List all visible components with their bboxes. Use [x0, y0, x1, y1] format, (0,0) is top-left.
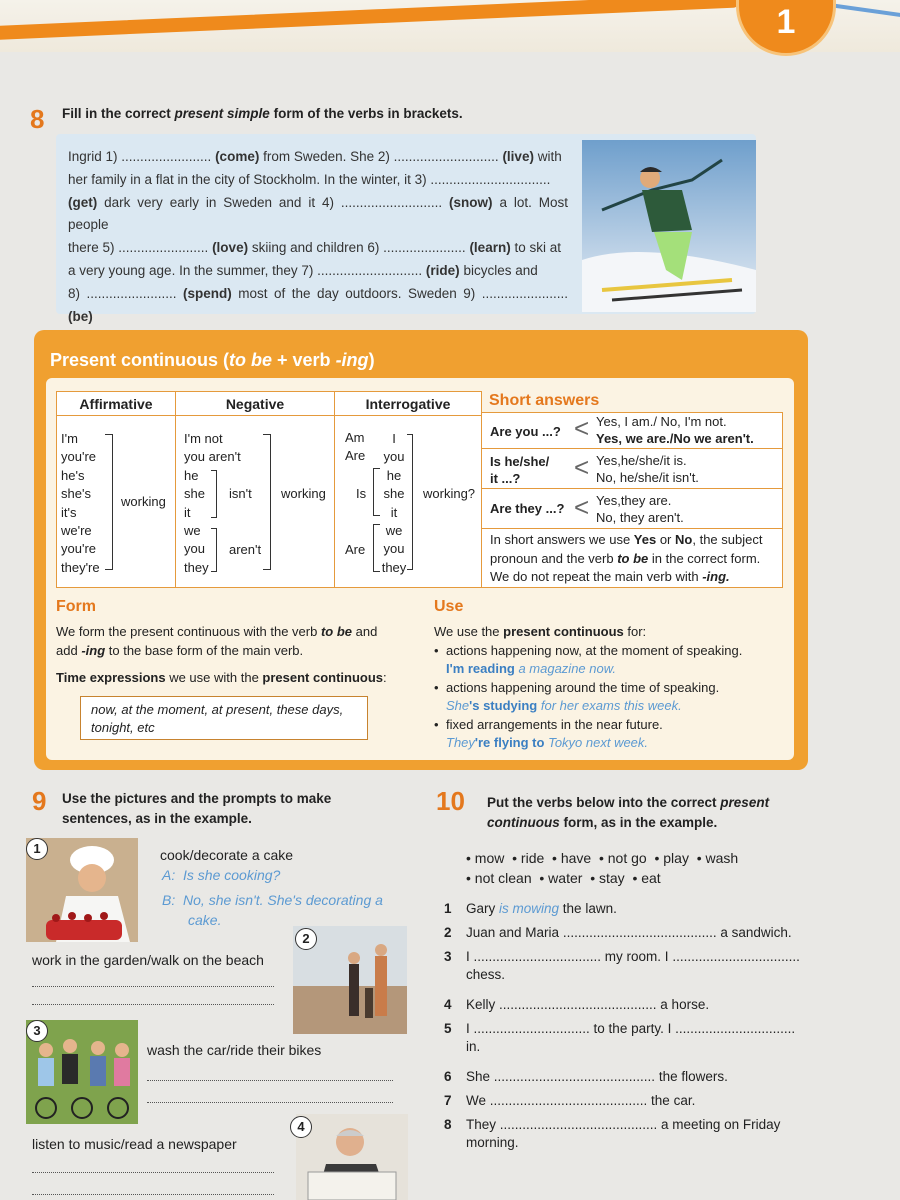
chevron-left-icon: <: [574, 492, 590, 522]
answer-line[interactable]: [32, 1194, 274, 1195]
neg-pronoun: you: [184, 541, 205, 557]
ex9-item-number: 1: [26, 838, 48, 860]
use-example: I'm reading a magazine now.: [446, 661, 617, 676]
note-line: In short answers we use Yes or No, the subject: [490, 532, 763, 547]
use-text: [434, 623, 794, 753]
aff-pronoun: he's: [61, 467, 85, 483]
answer-blank[interactable]: ..................................: [672, 949, 800, 964]
short-answers-note: [490, 531, 780, 587]
aff-pronoun: we're: [61, 523, 92, 539]
answer-line[interactable]: [32, 986, 274, 987]
neg-pronoun: you aren't: [184, 449, 241, 465]
ex8-line: a very young age. In the summer, they 7) ............................ (ride) bicycles and: [68, 262, 538, 278]
answer-line[interactable]: [147, 1102, 393, 1103]
exercise-10-items: [444, 900, 814, 1156]
verb-list-line: • mow • ride • have • not go • play • wash: [466, 850, 739, 866]
header-affirmative: Affirmative: [79, 396, 153, 412]
table-divider: [175, 392, 176, 587]
time-box-line: now, at the moment, at present, these days,: [91, 702, 344, 717]
form-line: add -ing to the base form of the main verb.: [56, 642, 304, 658]
exercise-8-number: 8: [30, 104, 45, 134]
sa-question: Are they ...?: [490, 501, 565, 516]
header-stripe: [0, 0, 740, 41]
use-example: She's studying for her exams this week.: [446, 698, 682, 713]
time-expressions-label: Time expressions we use with the present continuous:: [56, 670, 387, 685]
ex9-prompt: work in the garden/walk on the beach: [32, 952, 264, 968]
answer-blank[interactable]: ...........................................: [493, 1069, 656, 1084]
ex10-item: 4 Kelly .......................................... a horse.: [444, 997, 710, 1012]
bracket: [407, 434, 413, 570]
sa-question-line: it ...?: [490, 471, 521, 486]
neg-pronoun: she: [184, 486, 205, 502]
short-answers-box: [481, 412, 783, 588]
chevron-left-icon: <: [574, 452, 590, 482]
unit-number: 1: [776, 3, 796, 41]
use-bullet: • actions happening around the time of speaking.: [446, 679, 794, 698]
bracket: [373, 468, 380, 516]
ex8-line: (get) dark very early in Sweden and it 4) ........................... (snow) a lot. Most people: [68, 194, 568, 233]
bracket: [373, 524, 380, 572]
int-pronoun: you: [383, 449, 405, 465]
instruction-line: Put the verbs below into the correct present: [487, 795, 770, 810]
neg-pronoun: I'm not: [184, 431, 223, 446]
instruction-line: Use the pictures and the prompts to make: [62, 791, 332, 806]
sa-answer-line: No, they aren't.: [596, 510, 684, 525]
int-aux: Are: [345, 448, 366, 463]
ex8-line: 8) ........................ (spend) most of the day outdoors. Sweden 9) ....................... (be): [68, 285, 568, 324]
ex10-item: 2 Juan and Maria ......................................... a sandwich.: [444, 925, 792, 940]
sa-question: [490, 453, 549, 487]
conjugation-table: [56, 391, 482, 588]
bracket: [211, 528, 217, 572]
aff-pronoun: it's: [61, 504, 77, 520]
aff-pronoun: they're: [61, 559, 100, 575]
answer-line[interactable]: [32, 1004, 274, 1005]
answer-blank[interactable]: ...............................: [473, 1021, 590, 1036]
int-pronoun: he: [386, 467, 402, 483]
neg-arent: aren't: [229, 542, 262, 557]
aff-pronoun: you're: [61, 449, 97, 465]
exercise-10-instruction: [487, 793, 769, 833]
verb-list: [466, 848, 738, 888]
skier-photo: [582, 140, 756, 312]
short-answers-title: Short answers: [489, 392, 600, 409]
header-negative: Negative: [225, 396, 285, 412]
form-title: Form: [56, 598, 96, 615]
ex10-item: 6 She ........................................... the flowers.: [444, 1069, 728, 1084]
neg-pronoun: we: [184, 523, 201, 539]
neg-pronoun: he: [184, 467, 199, 483]
sa-answer-line: No, he/she/it isn't.: [596, 470, 699, 485]
exercise-9-number: 9: [32, 786, 47, 816]
sa-answer: [596, 413, 754, 447]
ex9-example-a: A: Is she cooking?: [162, 867, 281, 883]
answer-blank[interactable]: ..........................................: [499, 997, 657, 1012]
table-divider: [334, 392, 335, 587]
short-answer-row: [482, 489, 782, 529]
use-bullet: • fixed arrangements in the near future.: [446, 716, 794, 735]
use-bullet: • actions happening now, at the moment of speaking.: [446, 642, 794, 661]
ex8-line: Ingrid 1) ........................ (come) from Sweden. She 2) ............................ (live) with: [68, 149, 562, 164]
ex9-prompt: cook/decorate a cake: [160, 847, 294, 863]
sa-answer: [596, 452, 699, 486]
ex8-line: there 5) ........................ (love) skiing and children 6) ...................... (learn) to ski at: [68, 240, 561, 256]
int-pronoun: I: [392, 431, 396, 446]
int-verb: working?: [423, 486, 476, 501]
exercise-8-text: [68, 146, 568, 351]
int-aux: Am: [345, 430, 365, 445]
aff-pronoun: she's: [61, 486, 91, 502]
ex10-item: 7 We .......................................... the car.: [444, 1093, 696, 1108]
answer-blank[interactable]: ................................: [675, 1021, 796, 1036]
chevron-left-icon: <: [574, 413, 590, 443]
short-answer-row: [482, 449, 782, 489]
int-aux: Are: [345, 542, 366, 557]
aff-pronoun: you're: [61, 541, 97, 557]
ex9-item-number: 4: [290, 1116, 312, 1138]
instruction-line: sentences, as in the example.: [62, 811, 252, 826]
neg-pronoun: it: [184, 504, 191, 520]
verb-list-line: • not clean • water • stay • eat: [466, 870, 661, 886]
neg-verb: working: [281, 486, 326, 501]
sa-answer-line: Yes, we are./No we aren't.: [596, 431, 754, 446]
note-line: pronoun and the verb to be in the correct form.: [490, 550, 761, 566]
ex9-prompt: listen to music/read a newspaper: [32, 1136, 237, 1152]
neg-pronoun: they: [184, 559, 209, 575]
form-text: [56, 623, 416, 660]
int-aux: Is: [356, 486, 367, 501]
affirmative-list: [61, 430, 100, 577]
aff-pronoun: I'm: [61, 431, 78, 446]
ex9-item-number: 2: [295, 928, 317, 950]
exercise-10-number: 10: [436, 786, 465, 816]
exercise-9-instruction: [62, 789, 331, 829]
int-pronoun: it: [390, 504, 398, 520]
ex10-item: 3 I .................................. my room. I .................................. chess.: [444, 949, 800, 982]
grammar-title: Present continuous (to be + verb -ing): [50, 350, 375, 370]
note-line: We do not repeat the main verb with -ing.: [490, 569, 730, 584]
int-pronoun: they: [381, 559, 407, 575]
interrogative-list: [381, 430, 407, 577]
use-title: Use: [434, 598, 464, 615]
sa-answer: [596, 492, 684, 526]
answer-line[interactable]: [147, 1080, 393, 1081]
answer-line[interactable]: [32, 1172, 274, 1173]
short-answer-row: [482, 413, 782, 449]
exercise-8-instruction: Fill in the correct present simple form of the verbs in brackets.: [62, 106, 463, 121]
answer-blank[interactable]: ..................................: [473, 949, 602, 964]
answer-blank[interactable]: .........................................: [562, 925, 717, 940]
bracket: [263, 434, 271, 570]
use-intro: We use the present continuous for:: [434, 624, 647, 639]
ex9-example-b: B: No, she isn't. She's decorating a cake.: [162, 892, 383, 928]
bracket: [105, 434, 113, 570]
bracket: [211, 470, 217, 518]
int-pronoun: we: [385, 523, 403, 539]
answer-blank[interactable]: ..........................................: [489, 1093, 648, 1108]
int-pronoun: you: [383, 541, 405, 557]
ex9-prompt: wash the car/ride their bikes: [147, 1042, 322, 1058]
ex9-item-number: 3: [26, 1020, 48, 1042]
sa-answer-line: Yes,they are.: [596, 493, 672, 508]
neg-isnt: isn't: [229, 486, 252, 501]
answer-blank[interactable]: ..........................................: [499, 1117, 658, 1132]
ex10-item: 1 Gary is mowing the lawn.: [444, 901, 617, 916]
use-example: They're flying to Tokyo next week.: [446, 735, 649, 750]
sa-answer-line: Yes,he/she/it is.: [596, 453, 687, 468]
ex10-item: 5 I ............................... to the party. I ................................ in.: [444, 1021, 796, 1054]
header-interrogative: Interrogative: [365, 396, 451, 412]
int-pronoun: she: [383, 486, 405, 502]
ex8-line: her family in a flat in the city of Stockholm. In the winter, it 3) ................................: [68, 171, 551, 187]
time-box-line: tonight, etc: [91, 720, 155, 735]
ex10-item: 8 They .......................................... a meeting on Friday morning.: [444, 1117, 781, 1150]
time-expressions-box: [80, 696, 368, 740]
sa-question: Are you ...?: [490, 424, 561, 439]
instruction-line: continuous form, as in the example.: [487, 815, 718, 830]
form-line: We form the present continuous with the verb to be and: [56, 624, 378, 639]
sa-question-line: Is he/she/: [490, 454, 550, 469]
sa-answer-line: Yes, I am./ No, I'm not.: [596, 414, 727, 429]
newspaper-photo: [296, 1114, 408, 1200]
use-list: [434, 642, 794, 753]
aff-verb: working: [121, 494, 166, 509]
